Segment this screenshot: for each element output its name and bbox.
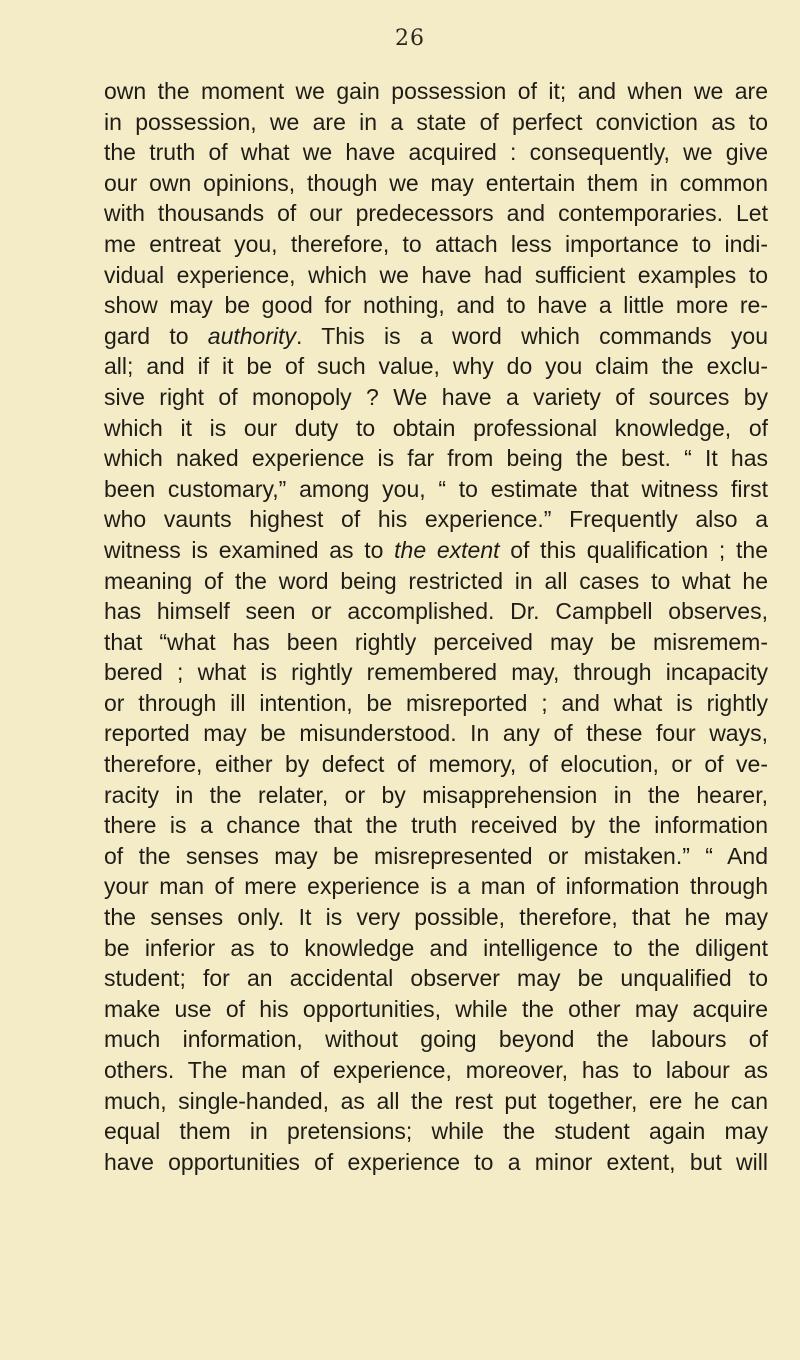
text-line: others. The man of experience, moreover, has to labour as [104,1057,768,1083]
text-line: have opportunities of experience to a minor extent, but will [104,1148,768,1175]
text-line: equal them in pretensions; while the student again may [104,1118,768,1145]
text-line: much, single-handed, as all the rest put together, ere he can [104,1087,768,1114]
text-line: that “what has been rightly perceived may be misremem- [104,628,768,655]
text-line: show may be good for nothing, and to have a little more re- [104,292,768,319]
text-line: racity in the relater, or by misapprehension in the hearer, [104,781,768,808]
text-line: sive right of monopoly ? We have a variety of sources by [104,383,768,410]
text-line: reported may be misunderstood. In any of these four ways, [104,720,768,747]
text-line: who vaunts highest of his experience.” Frequently also a [104,506,768,533]
text-line: me entreat you, therefore, to attach less importance to indi- [104,230,768,257]
text-line: witness is examined as to the extent of this qualification ; the [104,536,768,563]
text-line: meaning of the word being restricted in all cases to what he [104,567,768,594]
text-line: our own opinions, though we may entertain them in common [104,169,768,196]
text-line: student; for an accidental observer may be unqualified to [104,965,768,992]
text-line: there is a chance that the truth received by the information [104,812,768,839]
text-line: much information, without going beyond the labours of [104,1026,768,1053]
emphasis-text: authority [207,322,296,349]
text-line: which naked experience is far from being the best. “ It has [104,445,768,472]
text-line: the senses only. It is very possible, therefore, that he may [104,904,768,931]
text-line: been customary,” among you, “ to estimate that witness first [104,475,768,502]
text-line: the truth of what we have acquired : consequently, we give [104,139,768,166]
body-text [104,76,768,1177]
text-line: which it is our duty to obtain professional knowledge, of [104,414,768,441]
text-line: bered ; what is rightly remembered may, through incapacity [104,659,768,686]
text-line: all; and if it be of such value, why do you claim the exclu- [104,353,768,380]
text-line: vidual experience, which we have had sufficient examples to [104,261,768,288]
text-line: your man of mere experience is a man of information through [104,873,768,900]
text-line: in possession, we are in a state of perfect conviction as to [104,108,768,135]
text-line: be inferior as to knowledge and intelligence to the diligent [104,934,768,961]
text-line: therefore, either by defect of memory, of elocution, or of ve- [104,751,768,778]
text-line: or through ill intention, be misreported ; and what is rightly [104,689,768,716]
text-line: has himself seen or accomplished. Dr. Campbell observes, [104,598,768,625]
text-line: with thousands of our predecessors and contemporaries. Let [104,200,768,227]
text-line: make use of his opportunities, while the other may acquire [104,995,768,1022]
text-line: of the senses may be misrepresented or mistaken.” “ And [104,842,768,869]
text-line: own the moment we gain possession of it; and when we are [104,78,768,104]
page-number: 26 [395,26,425,51]
text-line: gard to authority. This is a word which commands you [104,322,768,349]
emphasis-text: the extent [394,536,500,563]
